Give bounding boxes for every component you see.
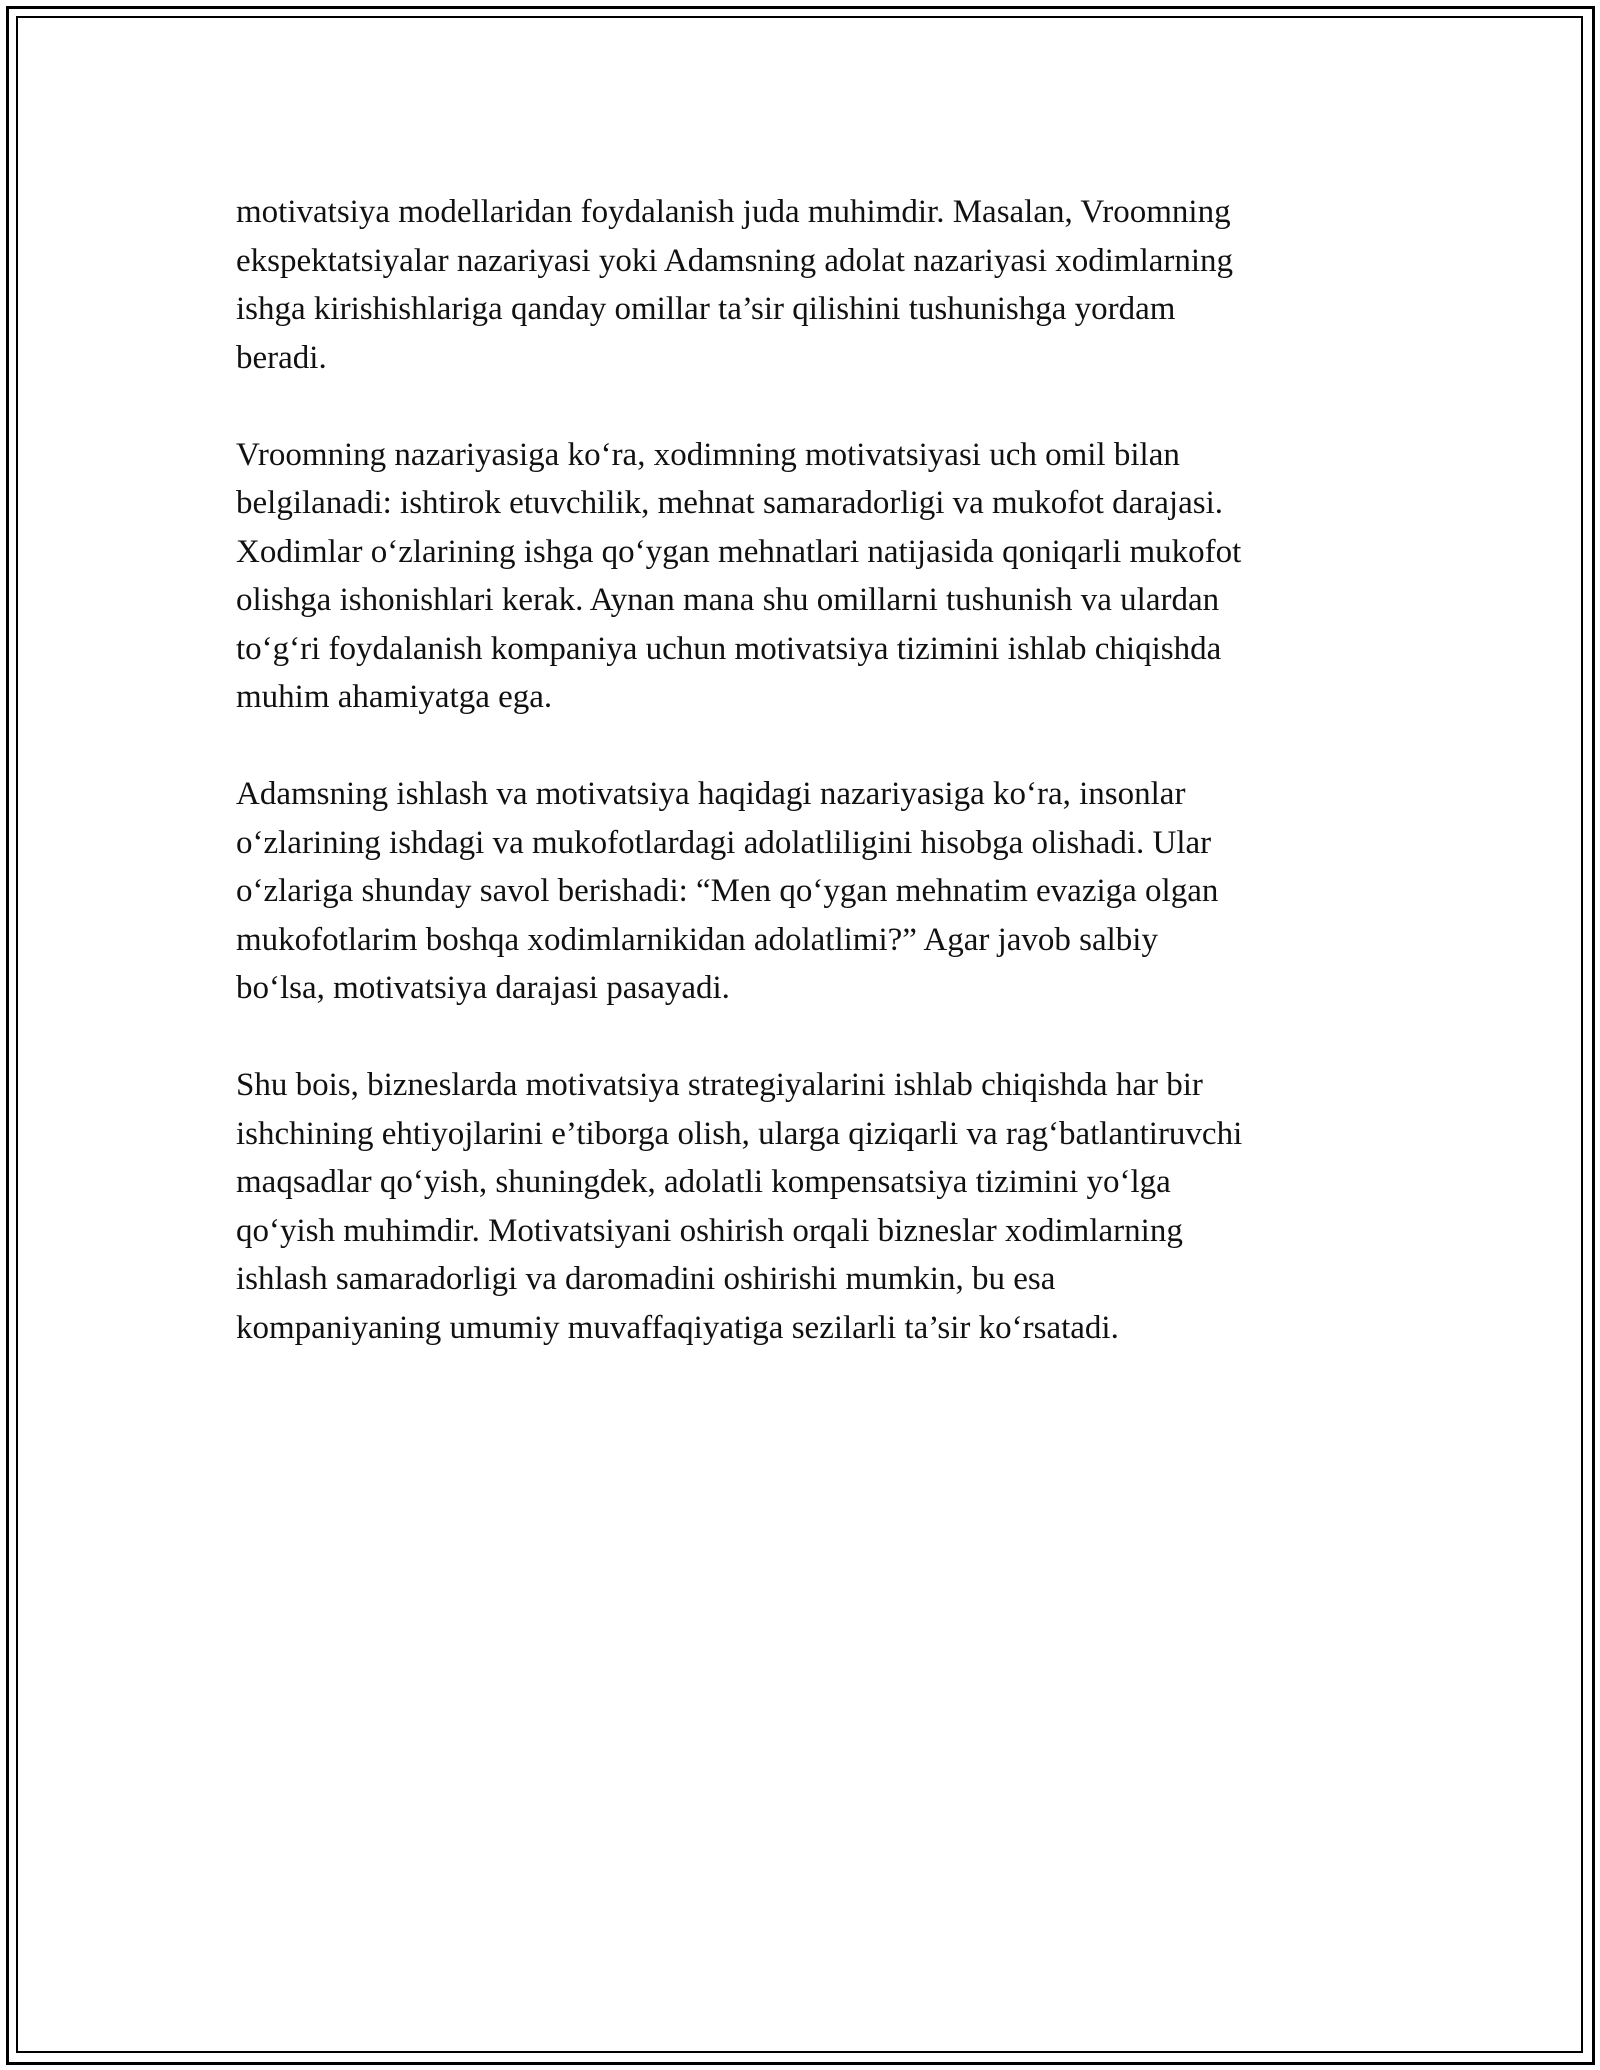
text-line: motivatsiya modellaridan foydalanish juda muhimdir. Masalan, Vroomning [236, 194, 1231, 230]
text-line: Vroomning nazariyasiga ko‘ra, xodimning motivatsiyasi uch omil bilan [236, 436, 1180, 473]
paragraph-4 [236, 1061, 1366, 1352]
text-line: olishga ishonishlari kerak. Aynan mana shu omillarni tushunish va ulardan [236, 582, 1220, 618]
text-line: o‘zlarining ishdagi va mukofotlardagi adolatliligini hisobga olishadi. Ular [236, 824, 1212, 861]
text-line: ishchining ehtiyojlarini e’tiborga olish, ularga qiziqarli va rag‘batlantiruvchi [236, 1115, 1243, 1152]
document-body [236, 188, 1366, 1401]
text-line: belgilanadi: ishtirok etuvchilik, mehnat samaradorligi va mukofot darajasi. [236, 485, 1223, 521]
text-line: ekspektatsiyalar nazariyasi yoki Adamsning adolat nazariyasi xodimlarning [236, 242, 1234, 279]
text-line: to‘g‘ri foydalanish kompaniya uchun motivatsiya tizimini ishlab chiqishda [236, 630, 1222, 667]
text-line: Adamsning ishlash va motivatsiya haqidagi nazariyasiga ko‘ra, insonlar [236, 776, 1186, 812]
text-line: muhim ahamiyatga ega. [236, 679, 553, 715]
text-line: Xodimlar o‘zlarining ishga qo‘ygan mehnatlari natijasida qoniqarli mukofot [236, 533, 1242, 570]
text-line: bo‘lsa, motivatsiya darajasi pasayadi. [236, 970, 730, 1006]
text-line: ishlash samaradorligi va daromadini oshirishi mumkin, bu esa [236, 1261, 1056, 1297]
text-line: beradi. [236, 339, 327, 376]
paragraph-1 [236, 188, 1366, 382]
text-line: kompaniyaning umumiy muvaffaqiyatiga sezilarli ta’sir ko‘rsatadi. [236, 1309, 1119, 1346]
text-line: qo‘yish muhimdir. Motivatsiyani oshirish orqali bizneslar xodimlarning [236, 1212, 1183, 1249]
paragraph-2 [236, 431, 1366, 722]
text-line: o‘zlariga shunday savol berishadi: “Men qo‘ygan mehnatim evaziga olgan [236, 873, 1219, 909]
text-line: Shu bois, bizneslarda motivatsiya strategiyalarini ishlab chiqishda har bir [236, 1067, 1203, 1103]
paragraph-3 [236, 770, 1366, 1013]
text-line: mukofotlarim boshqa xodimlarnikidan adolatlimi?” Agar javob salbiy [236, 921, 1158, 958]
text-line: ishga kirishishlariga qanday omillar ta’sir qilishini tushunishga yordam [236, 291, 1176, 327]
text-line: maqsadlar qo‘yish, shuningdek, adolatli kompensatsiya tizimini yo‘lga [236, 1164, 1171, 1200]
